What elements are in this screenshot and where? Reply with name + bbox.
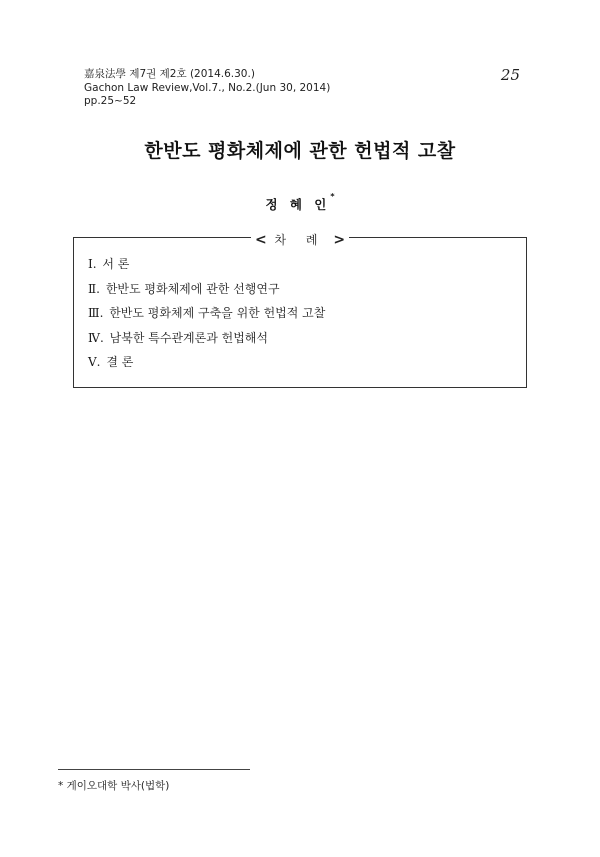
toc-heading: 차 례 [274,233,326,247]
toc-item-number: Ⅲ. [88,306,104,320]
journal-issue-korean: 嘉泉法學 제7권 제2호 (2014.6.30.) [84,68,255,80]
author-footnote: * 게이오대학 박사(법학) [58,780,170,792]
toc-item-introduction [88,252,325,277]
toc-item-number: Ⅰ. [88,257,97,271]
toc-item-label: 한반도 평화체제 구축을 위한 헌법적 고찰 [109,306,326,320]
toc-item-number: Ⅱ. [88,281,100,296]
toc-item-special-relations [88,326,325,351]
author-footnote-marker: * [330,192,335,201]
toc-item-number: Ⅳ. [88,330,104,345]
toc-item-label: 남북한 특수관계론과 헌법해석 [109,330,268,345]
paper-title: 한반도 평화체제에 관한 헌법적 고찰 [144,140,456,162]
toc-list [88,252,325,375]
toc-item-conclusion [88,350,325,375]
author-line [0,192,600,213]
toc-item-label: 한반도 평화체제에 관한 선행연구 [105,281,280,296]
footnote-divider [58,769,250,770]
toc-item-prior-research [88,277,325,302]
page-number: 25 [500,66,520,84]
table-of-contents [73,232,527,388]
toc-header-text [251,232,349,248]
toc-close-bracket: > [333,232,346,248]
toc-header [74,229,526,248]
toc-item-number: Ⅴ. [88,355,101,369]
journal-issue-english: Gachon Law Review,Vol.7., No.2.(Jun 30, 2014) [84,81,331,94]
toc-item-constitutional-review [88,301,325,326]
toc-item-label: 서 론 [102,257,130,271]
author-name: 정 혜 인 [265,197,331,212]
page-range: pp.25~52 [84,95,137,107]
toc-open-bracket: < [254,232,267,248]
journal-metadata [84,68,330,109]
toc-item-label: 결 론 [106,355,134,369]
